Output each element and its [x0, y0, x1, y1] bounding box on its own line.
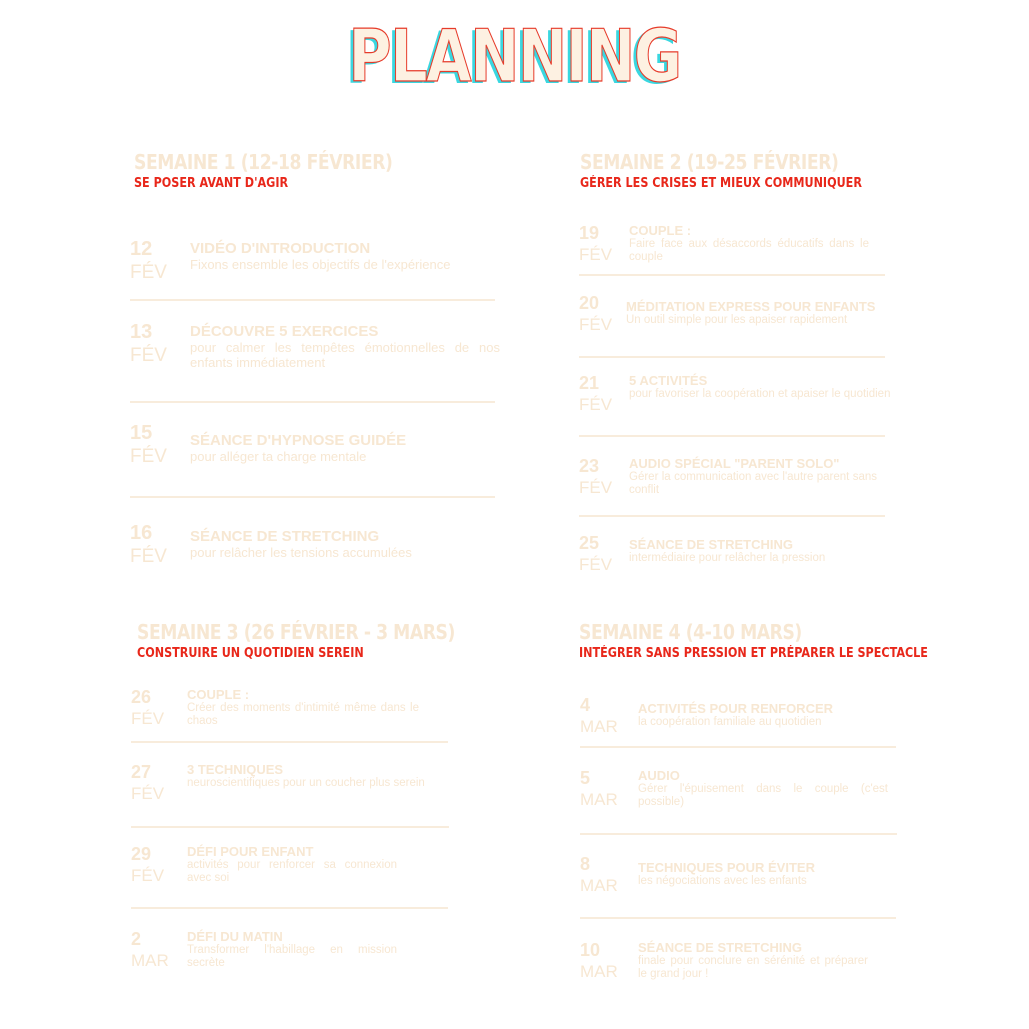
- entry-description: activités pour renforcer sa connexion avec soi: [187, 859, 397, 884]
- entry-description: Faire face aux désaccords éducatifs dans le couple: [629, 238, 869, 263]
- week-title: SEMAINE 2 (19-25 FÉVRIER): [580, 150, 839, 174]
- entry-title: TECHNIQUES POUR ÉVITER: [638, 860, 815, 875]
- entry-title: AUDIO SPÉCIAL "PARENT SOLO": [629, 456, 840, 471]
- entry-description: intermédiaire pour relâcher la pression: [629, 552, 826, 564]
- entry-description: pour favoriser la coopération et apaiser le quotidien: [629, 388, 891, 400]
- entry-day: 2: [131, 929, 142, 949]
- week-4-header: [579, 620, 985, 661]
- divider: [580, 917, 896, 919]
- divider: [131, 741, 448, 743]
- entry-day: 25: [579, 533, 600, 553]
- week-1-header: [134, 150, 435, 191]
- entry-month: MAR: [131, 951, 169, 970]
- entry-month: MAR: [580, 962, 618, 981]
- entry-description: pour calmer les tempêtes émotionnelles de nos enfants immédiatement: [190, 340, 500, 370]
- entry-description: Gérer l'épuisement dans le couple (c'est possible): [638, 783, 888, 808]
- entry-month: FÉV: [131, 784, 165, 803]
- entry-title: SÉANCE D'HYPNOSE GUIDÉE: [190, 432, 407, 449]
- entry-description: neuroscientifiques pour un coucher plus serein: [187, 777, 425, 789]
- entry-title: 5 ACTIVITÉS: [629, 373, 708, 388]
- divider: [580, 746, 896, 748]
- entry-day: 13: [130, 321, 153, 343]
- entry-description: pour relâcher les tensions accumulées: [190, 545, 412, 560]
- entry-day: 29: [131, 844, 152, 864]
- entry-month: FÉV: [131, 866, 165, 885]
- week-title: SEMAINE 1 (12-18 FÉVRIER): [134, 150, 393, 174]
- week-subtitle: SE POSER AVANT D'AGIR: [134, 176, 289, 191]
- page-title: PLANNING: [348, 14, 681, 98]
- entry-day: 23: [579, 456, 600, 476]
- entry-description: Transformer l'habillage en mission secrète: [187, 944, 397, 969]
- entry-title: COUPLE :: [187, 687, 250, 702]
- entry-title: VIDÉO D'INTRODUCTION: [190, 240, 371, 257]
- entry-day: 19: [579, 223, 600, 243]
- entry-day: 16: [130, 522, 153, 544]
- entry-title: 3 TECHNIQUES: [187, 762, 284, 777]
- entry-title: MÉDITATION EXPRESS POUR ENFANTS: [626, 299, 876, 314]
- entry-description: Fixons ensemble les objectifs de l'expérience: [190, 257, 451, 272]
- entry-description: Créer des moments d'intimité même dans le chaos: [187, 702, 419, 727]
- entry-month: FÉV: [131, 709, 165, 728]
- entry-description: les négociations avec les enfants: [638, 875, 807, 887]
- week-3-header: [137, 620, 507, 661]
- entry-title: COUPLE :: [629, 223, 692, 238]
- entry-day: 10: [580, 940, 601, 960]
- divider: [580, 833, 897, 835]
- entry-month: FÉV: [130, 262, 167, 283]
- divider: [131, 826, 449, 828]
- divider: [579, 356, 885, 358]
- divider: [131, 907, 448, 909]
- entry-day: 27: [131, 762, 152, 782]
- divider: [130, 401, 495, 403]
- divider: [130, 299, 495, 301]
- entry-day: 15: [130, 422, 153, 444]
- entry-month: FÉV: [579, 395, 613, 414]
- entry-title: SÉANCE DE STRETCHING: [629, 537, 793, 552]
- entry-title: DÉCOUVRE 5 EXERCICES: [190, 323, 379, 340]
- entry-month: FÉV: [579, 315, 613, 334]
- divider: [130, 496, 495, 498]
- entry-description: la coopération familiale au quotidien: [638, 716, 822, 728]
- week-title: SEMAINE 4 (4-10 MARS): [579, 620, 802, 644]
- entry-description: pour alléger ta charge mentale: [190, 449, 367, 464]
- entry-month: MAR: [580, 717, 618, 736]
- entry-month: FÉV: [579, 478, 613, 497]
- week-subtitle: CONSTRUIRE UN QUOTIDIEN SEREIN: [137, 646, 364, 661]
- entry-month: FÉV: [130, 546, 167, 567]
- week-2-header: [580, 150, 908, 191]
- entry-month: FÉV: [579, 555, 613, 574]
- entry-description: Un outil simple pour les apaiser rapidement: [626, 314, 848, 326]
- entry-month: MAR: [580, 876, 618, 895]
- entry-description: Gérer la communication avec l'autre parent sans conflit: [629, 471, 877, 496]
- entry-title: SÉANCE DE STRETCHING: [190, 528, 380, 545]
- entry-day: 20: [579, 293, 600, 313]
- week-subtitle: INTÉGRER SANS PRESSION ET PRÉPARER LE SPECTACLE: [579, 646, 928, 661]
- entry-day: 5: [580, 768, 591, 788]
- entry-month: FÉV: [130, 345, 167, 366]
- entry-title: AUDIO: [638, 768, 680, 783]
- entry-day: 26: [131, 687, 152, 707]
- entry-day: 12: [130, 238, 153, 260]
- divider: [579, 274, 885, 276]
- divider: [579, 435, 885, 437]
- entry-title: SÉANCE DE STRETCHING: [638, 940, 802, 955]
- entry-day: 21: [579, 373, 600, 393]
- entry-description: finale pour conclure en sérénité et préparer le grand jour !: [638, 955, 868, 980]
- entry-month: MAR: [580, 790, 618, 809]
- entry-title: ACTIVITÉS POUR RENFORCER: [638, 701, 834, 716]
- entry-month: FÉV: [579, 245, 613, 264]
- week-subtitle: GÉRER LES CRISES ET MIEUX COMMUNIQUER: [580, 176, 862, 191]
- entry-day: 8: [580, 854, 591, 874]
- week-title: SEMAINE 3 (26 FÉVRIER - 3 MARS): [137, 620, 455, 644]
- entry-day: 4: [580, 695, 591, 715]
- entry-title: DÉFI POUR ENFANT: [187, 844, 314, 859]
- entry-month: FÉV: [130, 446, 167, 467]
- entry-title: DÉFI DU MATIN: [187, 929, 283, 944]
- divider: [579, 515, 885, 517]
